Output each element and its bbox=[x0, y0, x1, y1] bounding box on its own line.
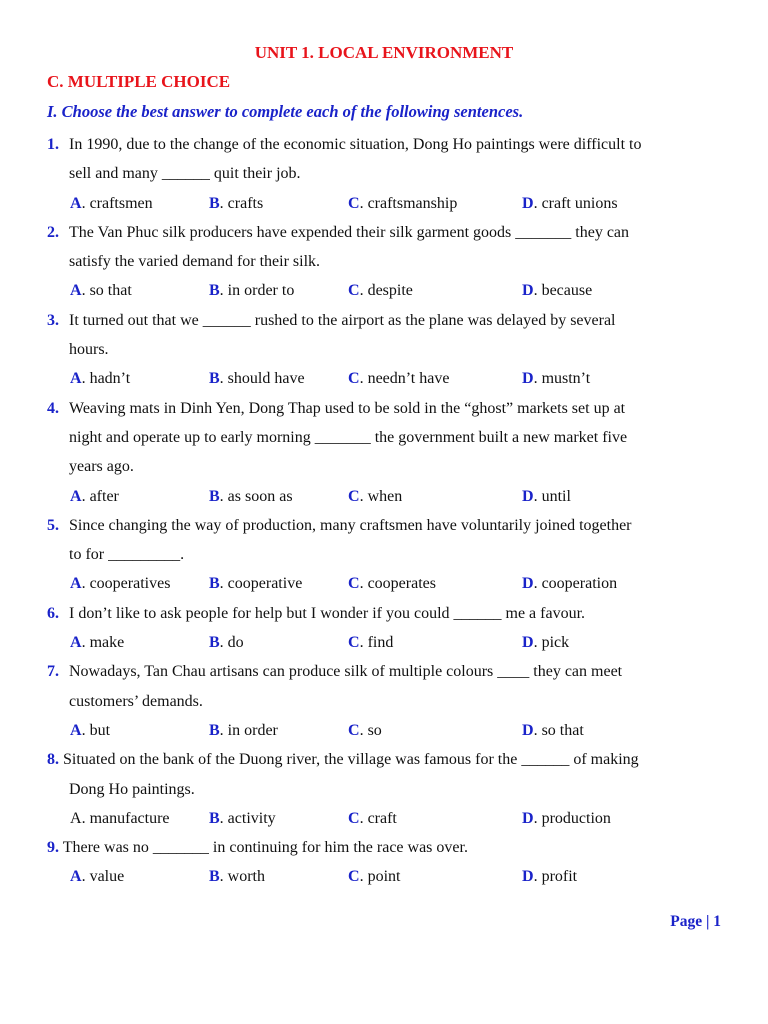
option-separator: . bbox=[533, 809, 542, 827]
answer-option-b[interactable] bbox=[209, 804, 276, 833]
option-separator: . bbox=[219, 282, 228, 300]
answer-option-d[interactable] bbox=[522, 189, 618, 218]
option-text: production bbox=[541, 809, 611, 827]
option-letter: C bbox=[348, 721, 360, 739]
option-text: despite bbox=[367, 282, 413, 300]
question-text: satisfy the varied demand for their silk. bbox=[69, 253, 321, 271]
option-text: cooperates bbox=[367, 575, 436, 593]
question-number bbox=[47, 130, 69, 159]
question-number-suffix: . bbox=[55, 604, 59, 622]
answer-option-d[interactable] bbox=[522, 482, 571, 511]
question-number-value: 8 bbox=[47, 751, 55, 769]
question-number-suffix: . bbox=[55, 223, 59, 241]
answer-option-b[interactable] bbox=[209, 716, 278, 745]
question-text: customers’ demands. bbox=[69, 692, 203, 710]
answer-option-a[interactable] bbox=[70, 364, 130, 393]
question-number-value: 6 bbox=[47, 604, 55, 622]
option-text: pick bbox=[541, 634, 570, 652]
option-separator: . bbox=[533, 721, 542, 739]
answer-option-a[interactable] bbox=[70, 189, 153, 218]
option-separator: . bbox=[219, 370, 228, 388]
answer-options bbox=[47, 862, 727, 891]
question-number-value: 5 bbox=[47, 516, 55, 534]
question-number bbox=[47, 218, 69, 247]
question-stem bbox=[47, 599, 727, 628]
question-stem-continued bbox=[47, 775, 727, 804]
option-letter: A bbox=[70, 634, 82, 652]
option-letter: C bbox=[348, 809, 360, 827]
option-separator: . bbox=[81, 194, 90, 212]
option-letter: B bbox=[209, 721, 220, 739]
option-letter: D bbox=[522, 634, 534, 652]
option-separator: . bbox=[81, 868, 90, 886]
question-stem-continued bbox=[47, 540, 727, 569]
option-letter: C bbox=[348, 487, 360, 505]
question-item bbox=[47, 306, 727, 394]
option-text: because bbox=[541, 282, 593, 300]
question-stem bbox=[47, 394, 727, 423]
option-separator: . bbox=[219, 575, 228, 593]
answer-option-c[interactable] bbox=[348, 482, 402, 511]
question-number-suffix: . bbox=[55, 751, 59, 769]
option-separator: . bbox=[359, 194, 368, 212]
option-letter: D bbox=[522, 575, 534, 593]
answer-option-d[interactable] bbox=[522, 628, 569, 657]
question-text: Since changing the way of production, many craftsmen have voluntarily joined together bbox=[69, 516, 632, 534]
question-number bbox=[47, 745, 59, 774]
answer-option-c[interactable] bbox=[348, 189, 457, 218]
answer-option-a[interactable] bbox=[70, 482, 119, 511]
question-text: Dong Ho paintings. bbox=[69, 780, 195, 798]
option-text: mustn’t bbox=[541, 370, 591, 388]
answer-option-b[interactable] bbox=[209, 276, 294, 305]
question-text: There was no _______ in continuing for him the race was over. bbox=[62, 839, 468, 857]
option-separator: . bbox=[359, 721, 368, 739]
option-separator: . bbox=[81, 634, 90, 652]
answer-option-a[interactable] bbox=[70, 716, 110, 745]
option-text: make bbox=[89, 634, 125, 652]
question-item bbox=[47, 745, 727, 833]
question-text: Nowadays, Tan Chau artisans can produce silk of multiple colours ____ they can meet bbox=[69, 663, 623, 681]
option-separator: . bbox=[219, 868, 228, 886]
unit-title: UNIT 1. LOCAL ENVIRONMENT bbox=[254, 43, 514, 62]
answer-option-c[interactable] bbox=[348, 364, 449, 393]
question-text: I don’t like to ask people for help but I wonder if you could ______ me a favour. bbox=[69, 604, 586, 622]
option-text: so bbox=[367, 721, 382, 739]
question-stem-continued bbox=[47, 159, 727, 188]
question-stem bbox=[47, 306, 727, 335]
question-number-suffix: . bbox=[55, 136, 59, 153]
answer-option-a[interactable] bbox=[70, 569, 170, 598]
option-text: profit bbox=[541, 868, 578, 886]
answer-option-c[interactable] bbox=[348, 569, 436, 598]
option-separator: . bbox=[533, 370, 542, 388]
question-text: Weaving mats in Dinh Yen, Dong Thap used to be sold in the “ghost” markets set up at bbox=[69, 399, 626, 417]
option-separator: . bbox=[81, 282, 90, 300]
option-text: value bbox=[89, 868, 125, 886]
option-separator: . bbox=[219, 721, 228, 739]
option-text: needn’t have bbox=[367, 370, 450, 388]
option-letter: D bbox=[522, 487, 534, 505]
question-item bbox=[47, 130, 727, 218]
option-text: when bbox=[367, 487, 403, 505]
option-text: as soon as bbox=[227, 487, 293, 505]
option-separator: . bbox=[219, 194, 228, 212]
question-number-value: 7 bbox=[47, 663, 55, 681]
option-letter: A bbox=[70, 194, 82, 212]
option-letter: A bbox=[70, 282, 82, 300]
question-item bbox=[47, 218, 727, 306]
question-item bbox=[47, 394, 727, 511]
question-stem-continued bbox=[47, 687, 727, 716]
answer-option-c[interactable] bbox=[348, 716, 382, 745]
option-letter: A bbox=[70, 868, 82, 886]
option-letter: B bbox=[209, 487, 220, 505]
answer-option-c[interactable] bbox=[348, 628, 393, 657]
answer-option-a[interactable] bbox=[70, 862, 124, 891]
option-separator: . bbox=[533, 868, 542, 886]
option-separator: . bbox=[533, 282, 542, 300]
answer-options bbox=[47, 716, 727, 745]
question-stem-continued bbox=[47, 247, 727, 276]
option-separator: . bbox=[219, 634, 228, 652]
option-text: so that bbox=[541, 721, 584, 739]
question-number-suffix: . bbox=[55, 663, 59, 681]
option-text: in order bbox=[227, 721, 278, 739]
option-text: after bbox=[89, 487, 119, 505]
option-letter: B bbox=[209, 282, 220, 300]
question-text: The Van Phuc silk producers have expended their silk garment goods _______ they can bbox=[69, 223, 630, 241]
answer-options bbox=[47, 628, 727, 657]
option-separator: . bbox=[533, 634, 542, 652]
question-number-suffix: . bbox=[55, 839, 59, 857]
option-text: craft unions bbox=[541, 194, 618, 212]
question-number-value: 3 bbox=[47, 311, 55, 329]
option-separator: . bbox=[81, 575, 90, 593]
option-text: should have bbox=[227, 370, 305, 388]
option-letter: A bbox=[70, 721, 82, 739]
question-stem bbox=[47, 657, 727, 686]
option-letter: D bbox=[522, 282, 534, 300]
question-number-value: 9 bbox=[47, 839, 55, 857]
question-stem bbox=[47, 833, 727, 862]
option-letter: C bbox=[348, 370, 360, 388]
option-letter: D bbox=[522, 868, 534, 886]
answer-option-b[interactable] bbox=[209, 628, 244, 657]
answer-option-c[interactable] bbox=[348, 862, 400, 891]
option-separator: . bbox=[359, 868, 368, 886]
option-separator: . bbox=[219, 487, 228, 505]
option-letter: B bbox=[209, 575, 220, 593]
option-text: cooperative bbox=[227, 575, 303, 593]
question-number-suffix: . bbox=[55, 516, 59, 534]
option-text: point bbox=[367, 868, 401, 886]
option-separator: . bbox=[359, 809, 368, 827]
option-letter: A bbox=[70, 487, 82, 505]
question-number bbox=[47, 833, 59, 862]
option-text: find bbox=[367, 634, 394, 652]
option-separator: . bbox=[81, 487, 90, 505]
question-number-suffix: . bbox=[55, 311, 59, 329]
option-separator: . bbox=[359, 487, 368, 505]
question-item bbox=[47, 511, 727, 599]
answer-option-d[interactable] bbox=[522, 804, 611, 833]
question-stem bbox=[47, 745, 727, 774]
option-letter: D bbox=[522, 721, 534, 739]
question-number bbox=[47, 657, 69, 686]
option-text: craftsmanship bbox=[367, 194, 458, 212]
option-text: but bbox=[89, 721, 111, 739]
question-number bbox=[47, 394, 69, 423]
question-stem-continued bbox=[47, 452, 727, 481]
answer-options bbox=[47, 276, 727, 305]
instruction: I. Choose the best answer to complete each of the following sentences. bbox=[47, 102, 524, 121]
answer-option-d[interactable] bbox=[522, 569, 617, 598]
option-text: cooperation bbox=[541, 575, 618, 593]
option-letter: C bbox=[348, 634, 360, 652]
question-number-value: 1 bbox=[47, 136, 55, 153]
question-text: years ago. bbox=[69, 458, 134, 476]
page-number: Page | 1 bbox=[670, 913, 721, 930]
option-separator: . bbox=[533, 487, 542, 505]
option-separator: . bbox=[533, 194, 542, 212]
answer-option-d[interactable] bbox=[522, 276, 592, 305]
option-separator: . bbox=[359, 370, 368, 388]
answer-option-b[interactable] bbox=[209, 862, 265, 891]
question-stem bbox=[47, 511, 727, 540]
option-separator: . bbox=[359, 282, 368, 300]
answer-option-c[interactable] bbox=[348, 276, 413, 305]
section-title: C. MULTIPLE CHOICE bbox=[47, 72, 231, 91]
option-letter: A bbox=[70, 575, 82, 593]
option-letter: D bbox=[522, 370, 534, 388]
option-separator: . bbox=[81, 809, 90, 827]
option-letter: D bbox=[522, 809, 534, 827]
question-stem bbox=[47, 218, 727, 247]
question-number-suffix: . bbox=[55, 399, 59, 417]
option-letter: A bbox=[70, 809, 82, 827]
option-text: in order to bbox=[227, 282, 295, 300]
question-number bbox=[47, 599, 69, 628]
option-text: hadn’t bbox=[89, 370, 131, 388]
answer-option-b[interactable] bbox=[209, 189, 263, 218]
option-letter: B bbox=[209, 868, 220, 886]
answer-options bbox=[47, 804, 727, 833]
question-text: sell and many ______ quit their job. bbox=[69, 165, 301, 183]
question-text: Situated on the bank of the Duong river, the village was famous for the ______ of making bbox=[63, 751, 639, 769]
answer-options bbox=[47, 189, 727, 218]
option-text: crafts bbox=[227, 194, 264, 212]
option-letter: B bbox=[209, 634, 220, 652]
question-number bbox=[47, 511, 69, 540]
answer-option-d[interactable] bbox=[522, 716, 584, 745]
option-text: activity bbox=[227, 809, 276, 827]
question-item bbox=[47, 833, 727, 892]
option-text: until bbox=[541, 487, 571, 505]
answer-options bbox=[47, 364, 727, 393]
answer-option-b[interactable] bbox=[209, 569, 302, 598]
question-number-value: 4 bbox=[47, 399, 55, 417]
option-text: cooperatives bbox=[89, 575, 171, 593]
question-stem bbox=[47, 130, 727, 159]
question-number bbox=[47, 306, 69, 335]
question-number-value: 2 bbox=[47, 223, 55, 241]
answer-option-a[interactable] bbox=[70, 276, 132, 305]
question-stem-continued bbox=[47, 335, 727, 364]
option-separator: . bbox=[219, 809, 228, 827]
option-text: worth bbox=[227, 868, 265, 886]
answer-option-b[interactable] bbox=[209, 364, 305, 393]
option-letter: C bbox=[348, 282, 360, 300]
option-letter: C bbox=[348, 194, 360, 212]
option-letter: D bbox=[522, 194, 534, 212]
answer-option-c[interactable] bbox=[348, 804, 397, 833]
question-text: to for _________. bbox=[69, 546, 185, 564]
option-letter: B bbox=[209, 370, 220, 388]
option-text: do bbox=[227, 634, 244, 652]
option-text: manufacture bbox=[89, 809, 170, 827]
option-separator: . bbox=[533, 575, 542, 593]
option-separator: . bbox=[359, 575, 368, 593]
answer-options bbox=[47, 569, 727, 598]
question-text: hours. bbox=[69, 341, 109, 359]
option-separator: . bbox=[81, 721, 90, 739]
question-text: night and operate up to early morning _______ the government built a new market five bbox=[69, 428, 628, 446]
question-text: In 1990, due to the change of the economic situation, Dong Ho paintings were difficult to bbox=[69, 136, 642, 153]
answer-option-a[interactable] bbox=[70, 804, 170, 833]
option-separator: . bbox=[359, 634, 368, 652]
option-letter: B bbox=[209, 194, 220, 212]
option-text: so that bbox=[89, 282, 132, 300]
answer-option-d[interactable] bbox=[522, 364, 590, 393]
option-letter: B bbox=[209, 809, 220, 827]
question-text: It turned out that we ______ rushed to the airport as the plane was delayed by several bbox=[69, 311, 616, 329]
answer-option-d[interactable] bbox=[522, 862, 577, 891]
answer-option-b[interactable] bbox=[209, 482, 293, 511]
question-stem-continued bbox=[47, 423, 727, 452]
option-letter: A bbox=[70, 370, 82, 388]
answer-option-a[interactable] bbox=[70, 628, 124, 657]
question-item bbox=[47, 657, 727, 745]
option-text: craftsmen bbox=[89, 194, 153, 212]
option-separator: . bbox=[81, 370, 90, 388]
option-letter: C bbox=[348, 868, 360, 886]
option-text: craft bbox=[367, 809, 397, 827]
answer-options bbox=[47, 482, 727, 511]
question-item bbox=[47, 599, 727, 658]
question-list bbox=[47, 130, 727, 892]
option-letter: C bbox=[348, 575, 360, 593]
